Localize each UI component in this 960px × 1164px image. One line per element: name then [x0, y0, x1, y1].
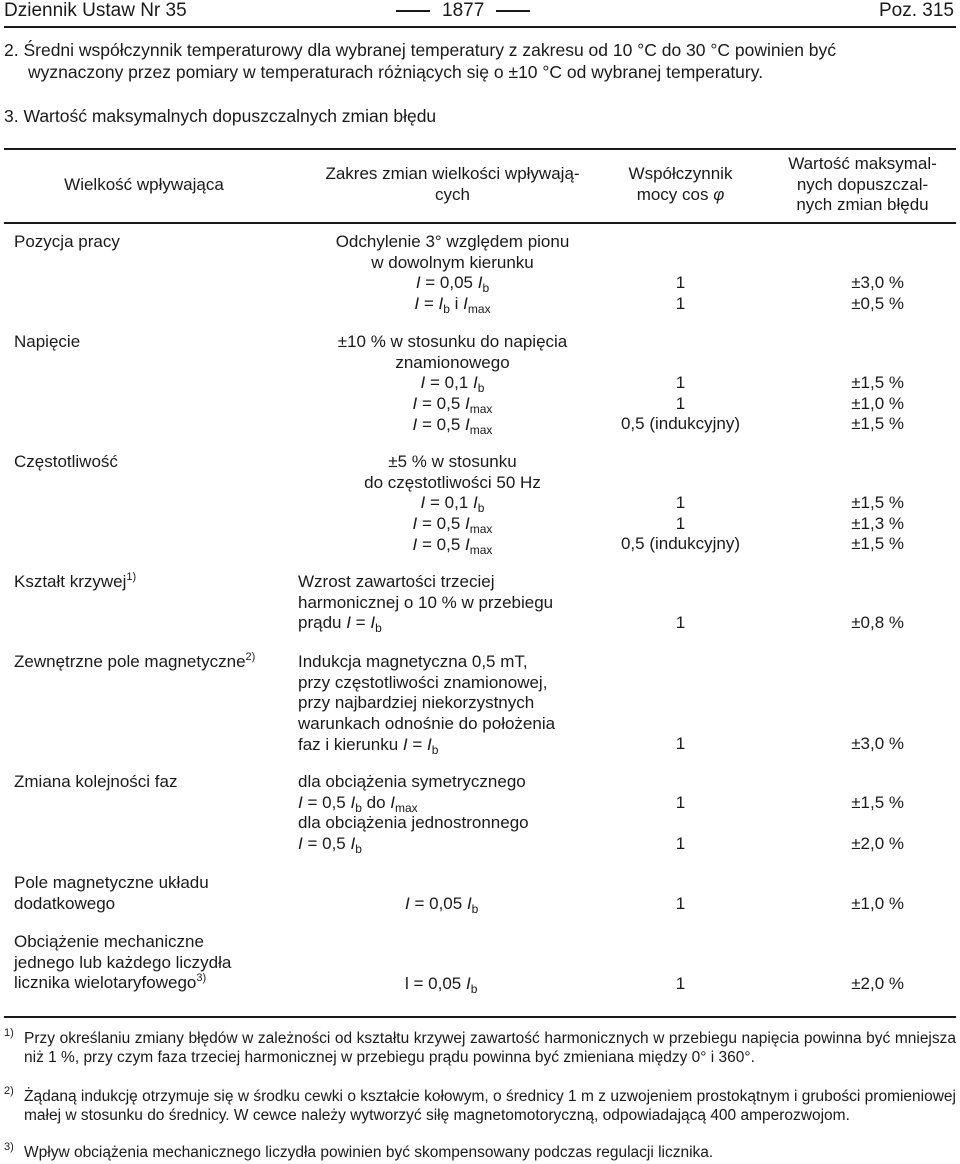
footnote-ref: 1) — [126, 571, 137, 583]
row-desc-line: przy najbardziej niekorzystnych — [298, 693, 535, 713]
current-formula — [298, 735, 555, 756]
row-error: ±1,5 % — [851, 793, 904, 812]
row-error: ±0,8 % — [851, 613, 904, 632]
col-header-cos-l2 — [598, 185, 763, 206]
row-desc-line: Indukcja magnetyczna 0,5 mT, — [298, 652, 528, 671]
row-desc — [285, 232, 620, 315]
current-symbol: I — [412, 394, 418, 414]
row-name: Częstotliwość — [14, 452, 118, 471]
current-symbol: I — [477, 273, 483, 293]
position-label: Poz. 315 — [879, 0, 954, 21]
equals-sign: = — [419, 294, 439, 314]
current-symbol: I — [420, 493, 426, 513]
current-symbol: I — [465, 414, 470, 434]
subscript: b — [471, 902, 479, 916]
current-value: 0,05 — [429, 894, 463, 913]
col-header-range-l1: Zakres zmian wielkości wpływają- — [325, 164, 580, 183]
current-formula — [405, 974, 477, 995]
current-value: l = 0,05 — [405, 974, 466, 993]
current-symbol: I — [465, 394, 470, 414]
footnote-text: Żądaną indukcję otrzymuje się w środku cewki o kształcie kołowym, o średnicy 1 m z uzwojeniem prostokątnym i grubości promieniowej małej w stosunku do średnicy. W cewce należy wytworzyć siłę magnetomotoryczną, odpowiadającą 400 amperozwojom. — [24, 1088, 956, 1124]
equals-sign: = — [407, 734, 428, 754]
row-desc-line: przy częstotliwości znamionowej, — [298, 672, 548, 692]
current-symbol: I — [350, 792, 356, 812]
footnote-ref: 2) — [245, 651, 256, 663]
col-header-influence: Wielkość wpływająca — [64, 175, 224, 194]
page-number-text: 1877 — [442, 0, 485, 21]
equals-sign: = — [425, 493, 445, 513]
page-number — [384, 0, 542, 22]
current-value: 0,1 — [444, 493, 469, 513]
row-cos — [598, 373, 763, 435]
current-formula — [298, 613, 553, 634]
row-desc-line: Odchylenie 3° względem pionu — [335, 232, 570, 251]
row-desc-line: znamionowego — [395, 352, 510, 372]
col-header-cos — [598, 164, 763, 205]
current-formula — [285, 535, 620, 556]
subscript: b — [431, 742, 439, 757]
col-header-error — [770, 154, 955, 216]
row-desc-line: warunkach odnośnie do położenia — [298, 714, 556, 734]
cos-value: 1 — [675, 393, 686, 413]
row-desc-line: Wzrost zawartości trzeciej — [298, 572, 495, 591]
current-symbol: I — [298, 792, 303, 812]
row-name-line: jednego lub każdego liczydła — [14, 952, 232, 972]
row-desc-line: dla obciążenia jednostronnego — [298, 813, 529, 833]
current-symbol: I — [412, 414, 418, 434]
row-name — [14, 873, 209, 914]
current-formula — [285, 415, 620, 436]
subscript: b — [482, 281, 490, 296]
subscript: b — [470, 982, 478, 996]
row-cos: 1 — [675, 834, 686, 853]
footnote-ref: 3) — [196, 972, 207, 985]
row-name: Napięcie — [14, 332, 81, 351]
row-desc — [285, 452, 620, 556]
row-error: ±3,0 % — [851, 734, 904, 753]
error-value: ±1,5 % — [851, 534, 904, 554]
error-value: ±1,0 % — [851, 393, 904, 413]
current-symbol: I — [346, 613, 351, 633]
subscript: b — [355, 842, 362, 857]
row-error — [780, 373, 904, 435]
equals-sign: = — [302, 834, 323, 854]
subscript: b — [477, 381, 485, 396]
current-formula — [405, 894, 478, 915]
equals-sign: = — [420, 273, 440, 293]
current-symbol: I — [414, 294, 420, 314]
equals-sign: = — [417, 514, 437, 534]
paragraph-2-line-2: wyznaczony przez pomiary w temperaturach różniących się o ±10 °C od wybranej temperatury. — [28, 62, 764, 82]
row-desc-line: ±10 % w stosunku do napięcia — [337, 332, 568, 351]
current-value: 0,5 — [322, 834, 346, 854]
footnote — [4, 1027, 956, 1068]
equals-sign: = — [350, 613, 371, 633]
footnote-text: Przy określaniu zmiany błędów w zależności od kształtu krzywej zawartość harmonicznych w przebiegu napięcia powinna być mniejsza niż 1 %, przy czym faza trzeciej harmonicznej w przebiegu prądu powinna być zmieniana między 0° i 360°. — [24, 1030, 956, 1066]
footnote-text: Wpływ obciążenia mechanicznego liczydła powinien być skompensowany podczas regulacji licznika. — [24, 1144, 714, 1161]
row-name: Pozycja pracy — [14, 232, 120, 251]
equals-sign: = — [302, 792, 323, 812]
row-desc-line: dla obciążenia symetrycznego — [298, 772, 526, 791]
row-error: ±1,0 % — [851, 894, 904, 913]
subscript: max — [469, 522, 493, 537]
row-cos: 1 — [675, 734, 686, 753]
current-value: 0,05 — [439, 273, 474, 293]
current-value: 0,5 — [436, 534, 461, 554]
subscript: b — [355, 800, 362, 815]
row-desc-line: ±5 % w stosunku — [388, 452, 517, 471]
row-desc-line: harmonicznej o 10 % w przebiegu — [298, 592, 554, 612]
subscript: b — [375, 621, 382, 636]
current-symbol: I — [465, 974, 471, 993]
conjunction: i — [449, 294, 464, 314]
col-header-error-l3: nych zmian błędu — [796, 195, 929, 215]
current-formula — [285, 373, 620, 394]
row-error: ±2,0 % — [851, 974, 904, 993]
current-symbol: I — [298, 834, 303, 854]
col-header-error-l2: nych dopuszczal- — [796, 174, 929, 194]
table-bottom-rule — [4, 1016, 956, 1018]
cos-value: 0,5 (indukcyjny) — [620, 414, 741, 434]
error-value: ±3,0 % — [851, 273, 904, 292]
current-symbol: I — [390, 792, 395, 812]
row-cos: 1 — [675, 894, 686, 913]
col-header-cos-l1: Współczynnik — [628, 164, 733, 183]
current-symbol: I — [473, 373, 478, 393]
row-error — [780, 493, 904, 555]
row-desc-text: faz i kierunku — [298, 734, 399, 754]
row-error: ±2,0 % — [851, 834, 904, 853]
current-symbol: I — [350, 834, 356, 854]
current-formula — [285, 273, 620, 294]
dash-left — [396, 10, 430, 12]
row-desc-line: do częstotliwości 50 Hz — [364, 472, 541, 492]
subscript: max — [395, 800, 418, 815]
row-name-line: Obciążenie mechaniczne — [14, 932, 204, 951]
row-error — [780, 273, 904, 314]
subscript: b — [477, 501, 485, 516]
current-value: 0,5 — [322, 792, 346, 812]
current-value: 0,5 — [436, 514, 461, 534]
current-symbol: I — [473, 493, 478, 513]
error-value: ±0,5 % — [851, 293, 904, 313]
current-symbol: I — [438, 294, 444, 314]
equals-sign: = — [417, 534, 437, 554]
row-name-line: Pole magnetyczne układu — [14, 873, 209, 892]
equals-sign: = — [425, 373, 445, 393]
current-symbol: I — [370, 613, 376, 633]
row-cos — [598, 273, 763, 314]
header-rule — [4, 26, 956, 28]
row-desc — [298, 652, 555, 756]
subscript: max — [467, 302, 491, 317]
equals-sign: = — [409, 894, 430, 913]
col-header-range-l2: cych — [435, 184, 470, 204]
error-value: ±1,5 % — [851, 493, 904, 512]
cos-value: 1 — [675, 493, 686, 512]
error-value: ±1,3 % — [851, 513, 904, 533]
footnote-mark: 3) — [4, 1141, 14, 1153]
col-header-error-l1: Wartość maksymal- — [788, 154, 937, 173]
cos-value: 1 — [675, 273, 686, 292]
paragraph-3: 3. Wartość maksymalnych dopuszczalnych zmian błędu — [4, 106, 437, 126]
equals-sign: = — [417, 394, 437, 414]
current-value: 0,5 — [436, 394, 461, 414]
row-name — [14, 652, 255, 673]
current-formula — [285, 514, 620, 535]
row-cos: 1 — [675, 974, 686, 993]
row-cos: 1 — [675, 613, 686, 632]
footnote — [4, 1085, 956, 1126]
current-symbol: I — [420, 373, 426, 393]
paragraph-2-line-1: 2. Średni współczynnik temperaturowy dla wybranej temperatury z zakresu od 10 °C do 30 °C powinien być — [4, 40, 837, 60]
cos-value: 1 — [675, 373, 686, 392]
phi-symbol: φ — [713, 184, 725, 204]
row-name-line: dodatkowego — [14, 893, 116, 913]
table-top-rule — [4, 148, 956, 150]
row-name-line — [14, 973, 231, 994]
col-header-cos-text: mocy cos — [636, 184, 709, 204]
current-symbol: I — [415, 273, 421, 293]
row-desc-text: prądu — [298, 613, 342, 633]
subscript: b — [443, 302, 450, 317]
journal-title: Dziennik Ustaw Nr 35 — [4, 0, 187, 21]
footnote-mark: 1) — [4, 1027, 14, 1039]
col-header-range — [285, 164, 620, 205]
dash-right — [496, 10, 530, 12]
current-symbol: I — [412, 514, 418, 534]
subscript: max — [469, 422, 493, 437]
current-symbol: I — [427, 734, 432, 754]
current-symbol: I — [465, 514, 470, 534]
row-name: Zmiana kolejności faz — [14, 772, 178, 791]
current-value: 0,1 — [444, 373, 469, 393]
current-formula — [285, 493, 620, 514]
subscript: max — [469, 402, 493, 417]
current-symbol: I — [463, 294, 468, 314]
subscript: max — [469, 542, 493, 557]
current-symbol: I — [465, 534, 470, 554]
row-name — [14, 572, 136, 593]
current-formula — [298, 793, 529, 814]
row-name-text: Zewnętrzne pole magnetyczne — [14, 652, 246, 671]
current-symbol: I — [412, 534, 418, 554]
cos-value: 0,5 (indukcyjny) — [620, 534, 741, 554]
row-name — [14, 932, 231, 994]
equals-sign: = — [417, 414, 437, 434]
cos-value: 1 — [675, 513, 686, 533]
row-name-text: Kształt krzywej — [14, 572, 127, 591]
row-desc — [285, 332, 620, 436]
row-name-text: licznika wielotaryfowego — [14, 973, 197, 993]
current-formula — [285, 394, 620, 415]
row-cos: 1 — [675, 793, 686, 812]
current-symbol: I — [466, 894, 472, 913]
row-desc-line: w dowolnym kierunku — [371, 252, 534, 272]
current-formula — [298, 834, 529, 855]
table-header-rule — [4, 222, 956, 224]
error-value: ±1,5 % — [851, 414, 904, 434]
row-desc — [298, 572, 553, 634]
conjunction: do — [361, 792, 391, 812]
cos-value: 1 — [675, 293, 686, 313]
current-symbol: I — [402, 734, 408, 754]
row-cos — [598, 493, 763, 555]
footnote-mark: 2) — [4, 1085, 14, 1097]
row-desc — [298, 772, 529, 855]
footnote — [4, 1141, 956, 1163]
current-symbol: I — [405, 894, 410, 913]
current-formula — [285, 294, 620, 315]
current-value: 0,5 — [436, 414, 461, 434]
error-value: ±1,5 % — [851, 373, 904, 392]
